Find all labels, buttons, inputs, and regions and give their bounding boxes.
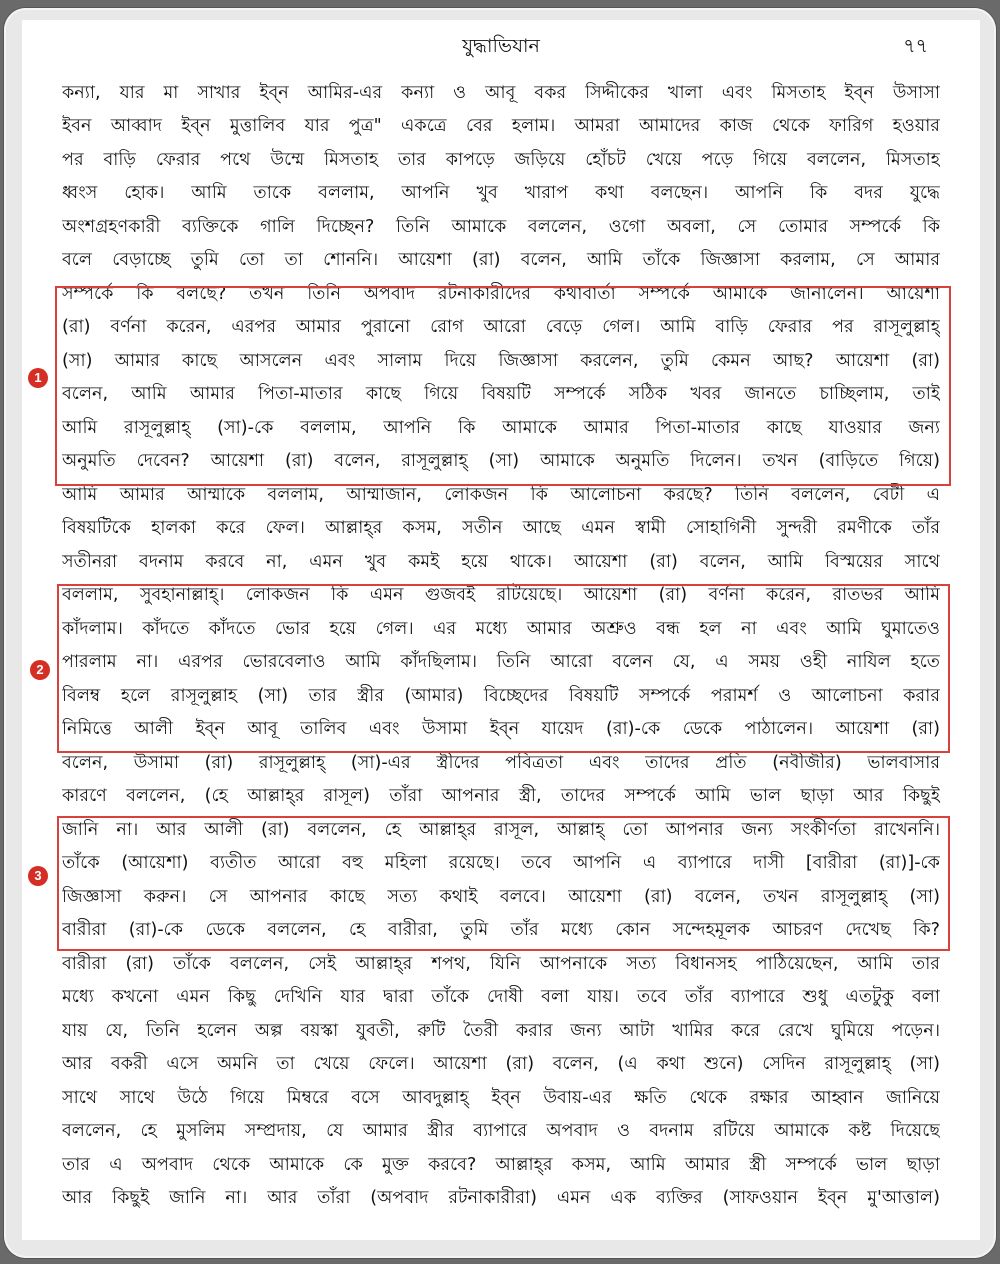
text-line: যায় যে, তিনি হলেন অল্প বয়স্কা যুবতী, রুটি তৈরী করার জন্য আটা খামির করে রেখে ঘুমিয়ে পড়েন। — [62, 1021, 940, 1041]
text-line: সাথে সাথে উঠে গিয়ে মিম্বরে বসে আবদুল্লাহ্ ইব্‌ন উবায়-এর ক্ষতি থেকে রক্ষার আহ্বান জানিয়ে — [62, 1088, 940, 1108]
text-line: বলেন, আমি আমার পিতা-মাতার কাছে গিয়ে বিষয়টি সম্পর্কে সঠিক খবর জানতে চাচ্ছিলাম, তাই — [62, 384, 940, 404]
text-line: নিমিত্তে আলী ইব্‌ন আবূ তালিব এবং উসামা ইব্‌ন যায়েদ (রা)-কে ডেকে পাঠালেন। আয়েশা (রা) — [62, 719, 940, 739]
text-line: আমি রাসূলুল্লাহ্ (সা)-কে বললাম, আপনি কি আমাকে আমার পিতা-মাতার কাছে যাওয়ার জন্য — [62, 418, 940, 438]
text-line: তাঁকে (আয়েশা) ব্যতীত আরো বহু মহিলা রয়েছে। তবে আপনি এ ব্যাপারে দাসী [বারীরা (রা)]-কে — [62, 853, 940, 873]
text-line: (রা) বর্ণনা করেন, এরপর আমার পুরানো রোগ আরো বেড়ে গেল। আমি বাড়ি ফেরার পর রাসূলুল্লাহ্ — [62, 317, 940, 337]
text-line: (সা) আমার কাছে আসলেন এবং সালাম দিয়ে জিজ্ঞাসা করলেন, তুমি কেমন আছ? আয়েশা (রা) — [62, 351, 940, 371]
highlight-box-2 — [57, 584, 950, 753]
text-line: বারীরা (রা) তাঁকে বললেন, সেই আল্লাহ্‌র শপথ, যিনি আপনাকে সত্য বিধানসহ পাঠিয়েছেন, আমি তার — [62, 954, 940, 974]
text-line: বলে বেড়াচ্ছে তুমি তো তা শোননি। আয়েশা (রা) বলেন, আমি তাঁকে জিজ্ঞাসা করলাম, সে আমার — [62, 250, 940, 270]
text-line: পারলাম না। এরপর ভোরবেলাও আমি কাঁদছিলাম। তিনি আরো বলেন যে, এ সময় ওহী নাযিল হতে — [62, 652, 940, 672]
text-line: মধ্যে কখনো এমন কিছু দেখিনি যার দ্বারা তাঁকে দোষী বলা যায়। তবে তাঁর ব্যাপারে শুধু এতটুকু বলা — [62, 987, 940, 1007]
text-line: বিলম্ব হলে রাসূলুল্লাহ (সা) তার স্ত্রীর (আমার) বিচ্ছেদের বিষয়টি সম্পর্কে পরামর্শ ও আলোচনা করার — [62, 686, 940, 706]
highlight-box-1 — [55, 286, 951, 486]
marker-badge-2: 2 — [30, 660, 50, 680]
text-line: সতীনরা বদনাম করবে না, এমন খুব কমই হয়ে থাকে। আয়েশা (রা) বলেন, আমি বিস্ময়ের সাথে — [62, 552, 940, 572]
text-line: পর বাড়ি ফেরার পথে উম্মে মিসতাহ তার কাপড়ে জড়িয়ে হোঁচট খেয়ে পড়ে গিয়ে বললেন, মিসতাহ — [62, 150, 940, 170]
text-line: বললাম, সুবহানাল্লাহ্। লোকজন কি এমন গুজবই রটিয়েছে। আয়েশা (রা) বর্ণনা করেন, রাতভর আমি — [62, 585, 940, 605]
text-line: কন্যা, যার মা সাখার ইব্‌ন আমির-এর কন্যা ও আবূ বকর সিদ্দীকের খালা এবং মিসতাহ ইব্‌ন উসাসা — [62, 83, 940, 103]
text-line: সম্পর্কে কি বলছে? তখন তিনি অপবাদ রটনাকারীদের কথাবার্তা সম্পর্কে আমাকে জানালেন। আয়েশা — [62, 284, 940, 304]
running-title: যুদ্ধাভিযান — [462, 35, 540, 57]
text-line: বলেন, উসামা (রা) রাসূলুল্লাহ্ (সা)-এর স্ত্রীদের পবিত্রতা এবং তাদের প্রতি (নবীজীর) ভালবাসার — [62, 753, 940, 773]
text-line: অংশগ্রহণকারী ব্যক্তিকে গালি দিচ্ছেন? তিনি আমাকে বললেন, ওগো অবলা, সে তোমার সম্পর্কে কি — [62, 217, 940, 237]
text-line: অনুমতি দেবেন? আয়েশা (রা) বলেন, রাসূলুল্লাহ্ (সা) আমাকে অনুমতি দিলেন। তখন (বাড়িতে গিয়ে) — [62, 451, 940, 471]
text-line: কাঁদলাম। কাঁদতে কাঁদতে ভোর হয়ে গেল। এর মধ্যে আমার অশ্রুও বন্ধ হল না এবং আমি ঘুমাতেও — [62, 619, 940, 639]
text-line: বিষয়টিকে হালকা করে ফেল। আল্লাহ্‌র কসম, সতীন আছে এমন স্বামী সোহাগিনী সুন্দরী রমণীকে তাঁর — [62, 518, 940, 538]
text-line: ইবন আব্বাদ ইব্‌ন মুত্তালিব যার পুত্র" একত্রে বের হলাম। আমরা আমাদের কাজ থেকে ফারিগ হওয়ার — [62, 116, 940, 136]
text-line: কারণে বললেন, (হে আল্লাহ্‌র রাসূল) তাঁরা আপনার স্ত্রী, তাদের সম্পর্কে আমি ভাল ছাড়া আর কিছুই — [62, 786, 940, 806]
text-line: আর কিছুই জানি না। আর তাঁরা (অপবাদ রটনাকারীরা) এমন এক ব্যক্তির (সাফওয়ান ইব্‌ন মু'আত্তাল) — [62, 1188, 940, 1208]
text-line: জানি না। আর আলী (রা) বললেন, হে আল্লাহ্‌র রাসূল, আল্লাহ্ তো আপনার জন্য সংকীর্ণতা রাখেননি। — [62, 820, 940, 840]
page-header — [22, 32, 980, 62]
text-line: আর বকরী এসে অমনি তা খেয়ে ফেলে। আয়েশা (রা) বলেন, (এ কথা শুনে) সেদিন রাসূলুল্লাহ্ (সা) — [62, 1054, 940, 1074]
text-line: ধ্বংস হোক। আমি তাকে বললাম, আপনি খুব খারাপ কথা বলছেন। আপনি কি বদর যুদ্ধে — [62, 183, 940, 203]
highlight-box-3 — [57, 816, 950, 951]
text-line: জিজ্ঞাসা করুন। সে আপনার কাছে সত্য কথাই বলবে। আয়েশা (রা) বলেন, তখন রাসূলুল্লাহ্ (সা) — [62, 887, 940, 907]
page-number: ৭৭ — [903, 35, 928, 57]
text-line: তার এ অপবাদ থেকে আমাকে কে মুক্ত করবে? আল্লাহ্‌র কসম, আমি আমার স্ত্রী সম্পর্কে ভাল ছাড়া — [62, 1155, 940, 1175]
marker-badge-1: 1 — [28, 368, 48, 388]
text-line: বারীরা (রা)-কে ডেকে বললেন, হে বারীরা, তুমি তাঁর মধ্যে কোন সন্দেহমূলক আচরণ দেখেছ কি? — [62, 920, 940, 940]
text-line: আমি আমার আম্মাকে বললাম, আম্মাজান, লোকজন কি আলোচনা করছে? তিনি বললেন, বেটী এ — [62, 485, 940, 505]
text-line: বললেন, হে মুসলিম সম্প্রদায়, যে আমার স্ত্রীর ব্যাপারে অপবাদ ও বদনাম রটিয়ে আমাকে কষ্ট দিয়েছে — [62, 1121, 940, 1141]
marker-badge-3: 3 — [28, 866, 48, 886]
